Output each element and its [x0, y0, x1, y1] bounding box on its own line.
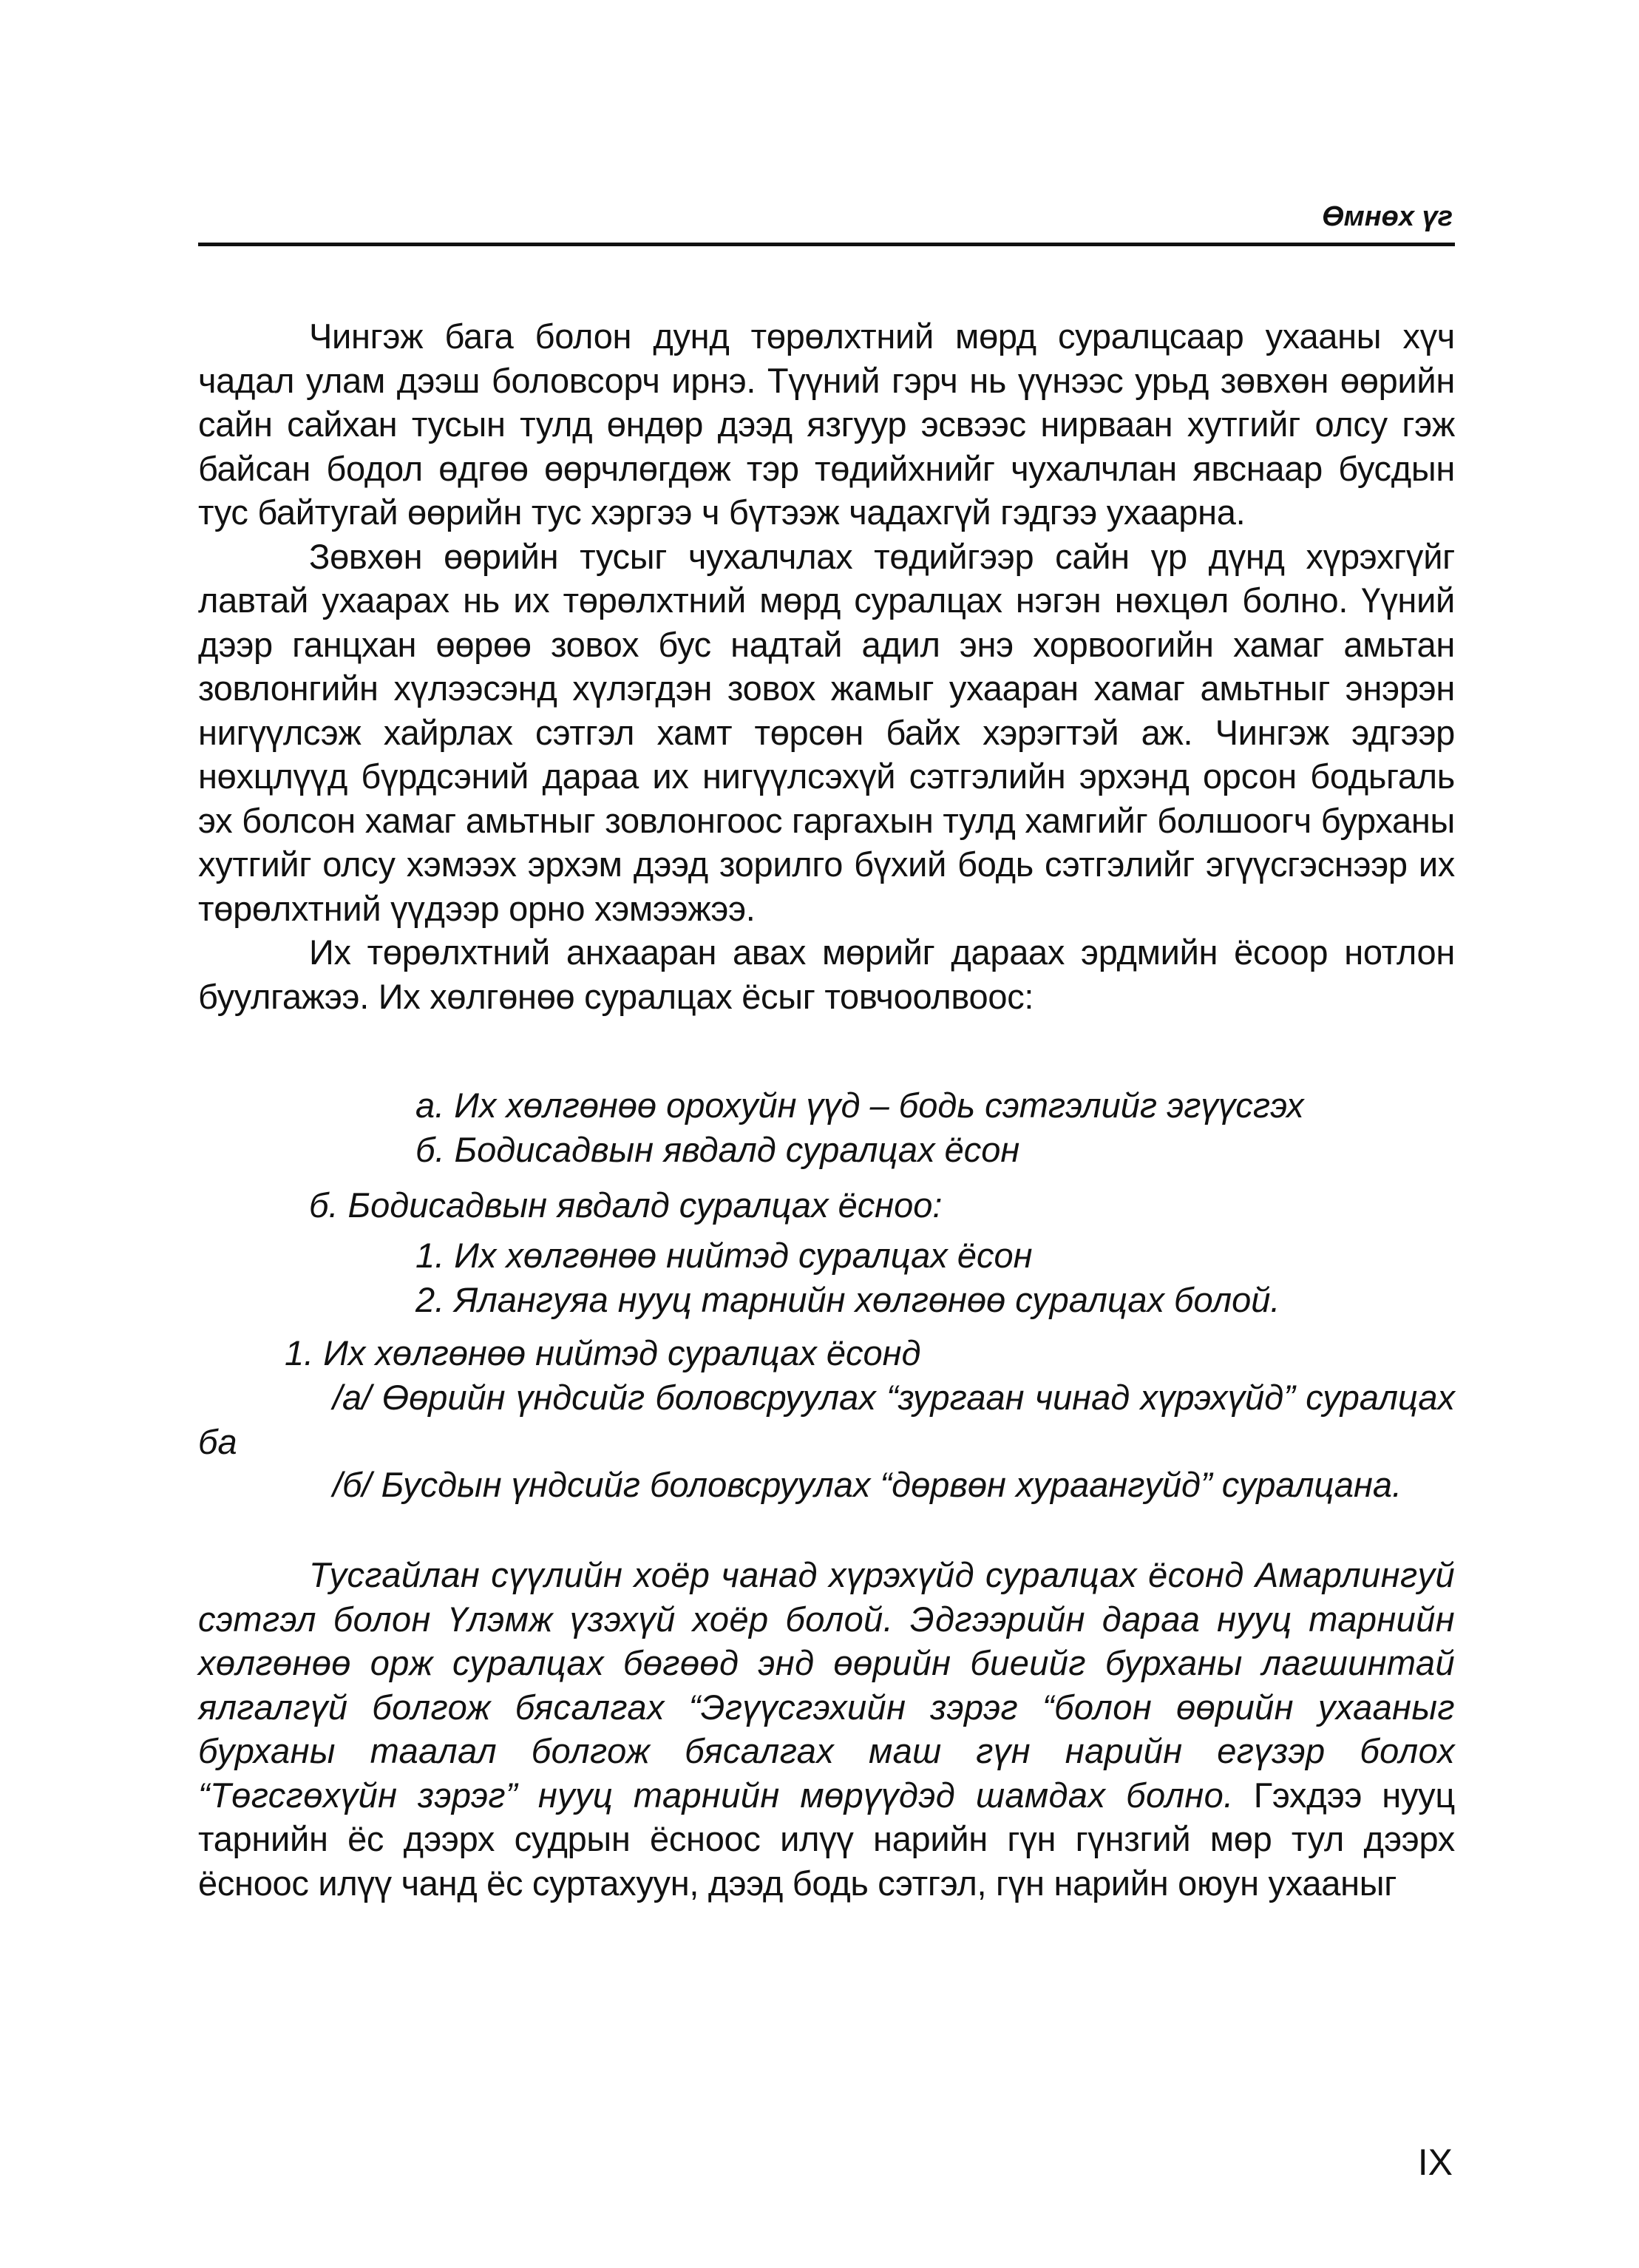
- closing-paragraph: [198, 1553, 1455, 1905]
- paragraph-2: Зөвхөн өөрийн тусыг чухалчлах төдийгээр сайн үр дүнд хүрэхгүйг лавтай ухаарах нь их төрөлхтний мөрд суралцах нэгэн нөхцөл болно. Үүний дээр ганцхан өөрөө зовох бус надтай адил энэ хорвоогийн хамаг амьтан зовлонгийн хүлээсэнд хүлэгдэн зовох жамыг ухааран хамаг амьтныг энэрэн нигүүлсэж хайрлах сэтгэл хамт төрсөн байх хэрэгтэй аж. Чингэж эдгээр нөхцлүүд бүрдсэний дараа их нигүүлсэхүй сэтгэлийн эрхэнд орсон бодьгаль эх болсон хамаг амьтныг зовлонгоос гаргахын тулд хамгийг болшоогч бурханы хутгийг олсу хэмээх эрхэм дээд зорилго бүхий бодь сэтгэлийг эгүүсгэснээр их төрөлхтний үүдээр орно хэмээжээ.: [198, 536, 1455, 928]
- paragraph-3: Их төрөлхтний анхааран авах мөрийг дараах эрдмийн ёсоор нотлон буулгажээ. Их хөлгөнөө суралцах ёсыг товчоолвоос:: [198, 932, 1455, 1016]
- sub-item-b-block: [198, 1463, 1455, 1507]
- intro-text: [198, 314, 1455, 1018]
- list-heading-b: б. Бодисадвын явдалд суралцах ёсноо:: [309, 1185, 943, 1225]
- list-item-2: 2. Ялангуяа нууц тарнийн хөлгөнөө суралцах болой.: [415, 1280, 1280, 1319]
- closing-regular-part: Гэхдээ нууц тарнийн ёс дээрх судрын ёсноос илүү нарийн гүн гүнзгий мөр тул дээрх ёсноос илүү чанд ёс суртахуун, дээд бодь сэтгэл, гүн нарийн оюун ухааныг: [198, 1775, 1455, 1903]
- header-rule: [198, 243, 1455, 246]
- list-heading-1: 1. Их хөлгөнөө нийтэд суралцах ёсонд: [285, 1333, 921, 1372]
- paragraph-1: Чингэж бага болон дунд төрөлхтний мөрд суралцсаар ухааны хүч чадал улам дээш боловсорч ирнэ. Түүний гэрч нь үүнээс урьд зөвхөн өөрийн сайн сайхан тусын тулд өндөр дээд язгуур эсвээс нирваан хутгийг олсу гэж байсан бодол өдгөө өөрчлөгдөж тэр төдийхнийг чухалчлан явснаар бусдын тус байтугай өөрийн тус хэргээ ч бүтээж чадахгүй гэдгээ ухаарна.: [198, 316, 1455, 532]
- list-item-1: 1. Их хөлгөнөө нийтэд суралцах ёсон: [415, 1236, 1033, 1275]
- list-item-a: а. Их хөлгөнөө орохуйн үүд – бодь сэтгэлийг эгүүсгэх: [415, 1086, 1304, 1125]
- list-item-b: б. Бодисадвын явдалд суралцах ёсон: [415, 1130, 1020, 1169]
- closing-text: [198, 1553, 1455, 1905]
- sub-item-a: /а/ Өөрийн үндсийг боловсруулах “зургаан чинад хүрэхүйд” суралцах ба: [198, 1378, 1455, 1461]
- running-head-title: Өмнөх үг: [1322, 201, 1453, 232]
- page-number: IX: [1417, 2142, 1453, 2183]
- closing-italic-part: Тусгайлан сүүлийн хоёр чанад хүрэхүйд суралцах ёсонд Амарлингуй сэтгэл болон Үлэмж үзэхүй хоёр болой. Эдгээрийн дараа нууц тарнийн хөлгөнөө орж суралцах бөгөөд энд өөрийн биеийг бурханы лагшинтай ялгалгүй болгож бясалгах “Эгүүсгэхийн зэрэг “болон өөрийн ухааныг бурханы таалал болгож бясалгах маш гүн нарийн егүзэр болох “Төгсгөхүйн зэрэг” нууц тарнийн мөрүүдэд шамдах болно.: [198, 1555, 1455, 1815]
- sub-item-a-block: [198, 1375, 1455, 1463]
- sub-item-b: /б/ Бусдын үндсийг боловсруулах “дөрвөн хураангуйд” суралцана.: [333, 1465, 1402, 1504]
